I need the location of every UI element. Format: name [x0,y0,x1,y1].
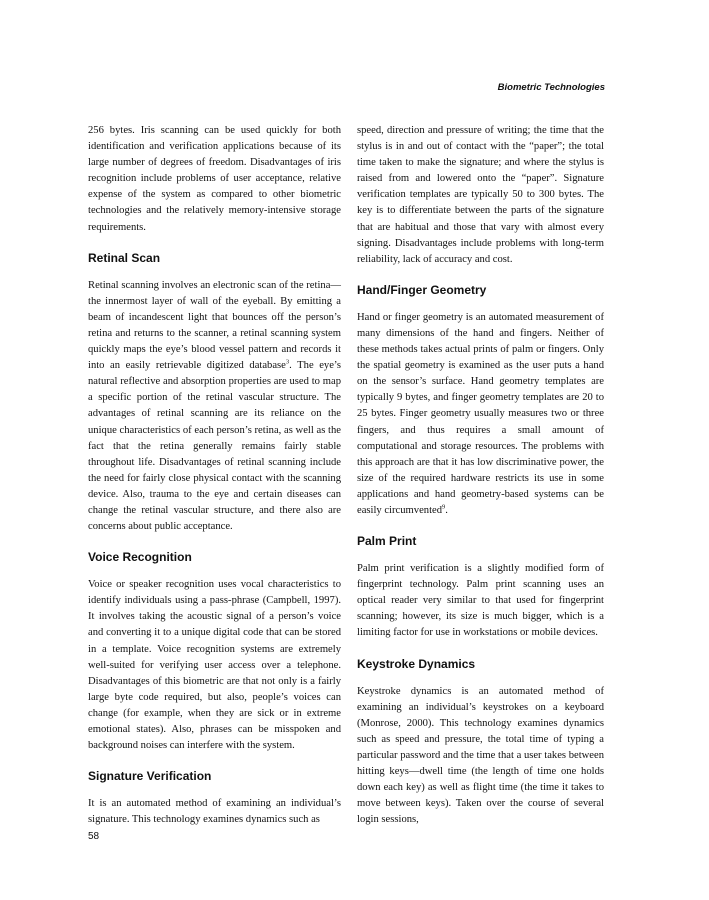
heading-palm-print: Palm Print [357,534,417,549]
heading-keystroke-dynamics: Keystroke Dynamics [357,656,476,671]
paragraph-hand [357,310,604,519]
page-number: 58 [88,831,100,842]
right-column [357,123,604,828]
paragraph-palm: Palm print verification is a slightly modified form of fingerprint technology. Palm print scanning uses an optical reader very similar to that used for fingerprint scanning; however, its size is much bigger, which is a limiting factor for use in workstations or mobile devices. [357,563,604,639]
paragraph-signature: It is an automated method of examining an individual’s signature. This technology examines dynamics such as [88,798,341,826]
citation-ref-3: 3 [285,358,290,366]
paragraph-hand-part-b: . [445,504,448,516]
heading-hand-finger-geometry: Hand/Finger Geometry [357,282,487,297]
paragraph-retinal-part-b: . The eye’s natural reflective and absorption properties are used to map a specific portion of the retinal vascular structure. The advantages of retinal scanning are its reliance on the unique characteristics of each person’s retina, as well as the fact that the retina generally remains fairly stable throughout life. Disadvantages of retinal scanning include the need for fairly close physical contact with the scanning device. Also, trauma to the eye and certain diseases can change the retinal vascular structure, and there also are concerns about public acceptance. [88,360,341,533]
heading-retinal-scan: Retinal Scan [88,250,161,265]
paragraph-keystroke: Keystroke dynamics is an automated method of examining an individual’s keystrokes on a keyboard (Monrose, 2000). This technology examines dynamics such as speed and pressure, the total time of typing a particular password and the time that a user takes between hitting keys—dwell time (the length of time one holds down each key) as well as flight time (the time it takes to move between keys). Taken over the course of several login sessions, [357,685,604,826]
paragraph-retinal-part-a: Retinal scanning involves an electronic scan of the retina—the innermost layer of wall of the eyeball. By emitting a beam of incandescent light that bounces off the person’s retina and returns to the scanner, a retinal scanning system quickly maps the eye’s blood vessel pattern and records it into an easily retrievable digitized database [88,279,341,372]
paragraph-retinal [88,278,341,536]
paragraph-hand-part-a: Hand or finger geometry is an automated measurement of many dimensions of the hand and fingers. Neither of these methods takes actual prints of palm or fingers. Only the spatial geometry is examined as the user puts a hand on the sensor’s surface. Hand geometry templates are typically 9 bytes, and finger geometry templates are 20 to 25 bytes. Finger geometry usually measures two or three fingers, and thus requires a small amount of computational and storage resources. The problems with this approach are that it has low discriminative power, the size of the required hardware restricts its use in some applications and hand geometry-based systems can be easily circumvented [357,311,604,516]
running-header: Biometric Technologies [497,82,605,93]
heading-signature-verification: Signature Verification [88,769,212,784]
left-column [88,123,341,828]
paragraph-voice: Voice or speaker recognition uses vocal characteristics to identify individuals using a pass-phrase (Campbell, 1997). It involves taking the acoustic signal of a person’s voice and converting it to a unique digital code that can be stored in a template. Voice recognition systems are extremely well-suited for verifying user access over a telephone. Disadvantages of this biometric are that not only is a fairly large byte code required, but also, people’s voices can change (for example, when they are sick or in extreme emotional states). Also, phrases can be misspoken and background noises can interfere with the system. [88,579,341,752]
heading-voice-recognition: Voice Recognition [88,550,192,565]
citation-ref-9: 9 [442,503,446,511]
paragraph-signature-continued: speed, direction and pressure of writing; the time that the stylus is in and out of contact with the “paper”; the total time taken to make the signature; and where the stylus is raised from and lowered onto the “paper”. Signature verification templates are typically 50 to 300 bytes. The key is to differentiate between the parts of the signature that are habitual and those that vary with almost every signing. Disadvantages include problems with long-term reliability, lack of accuracy and cost. [357,125,604,265]
paragraph-iris: 256 bytes. Iris scanning can be used quickly for both identification and verification applications because of its large number of degrees of freedom. Disadvantages of iris recognition include problems of user acceptance, relative expense of the system as compared to other biometric technologies and the relatively memory-intensive storage requirements. [88,125,341,233]
